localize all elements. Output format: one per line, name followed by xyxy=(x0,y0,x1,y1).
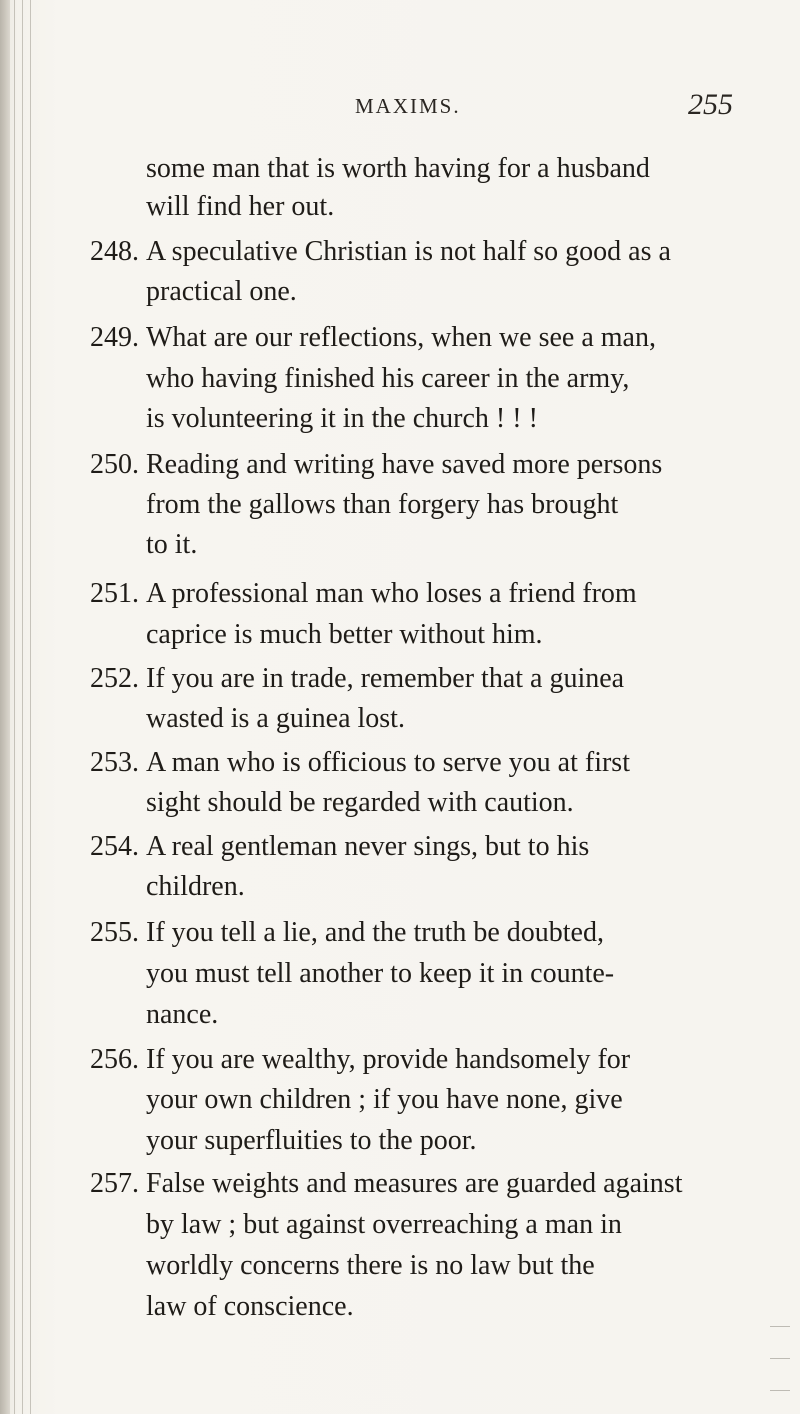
maxim-number: 253. xyxy=(90,747,139,778)
maxim-number: 249. xyxy=(90,322,139,353)
text-line: will find her out. xyxy=(146,191,335,222)
text-line: nance. xyxy=(146,999,219,1030)
text-line: sight should be regarded with caution. xyxy=(146,787,574,818)
margin-mark xyxy=(770,1326,790,1327)
maxim-entry-251 xyxy=(90,577,637,611)
maxim-entry-250 xyxy=(90,448,662,482)
text-line: A speculative Christian is not half so good as a xyxy=(146,236,671,267)
maxim-entry-257 xyxy=(90,1167,682,1201)
text-line: some man that is worth having for a husband xyxy=(146,153,650,184)
maxim-entry-249 xyxy=(90,321,656,355)
maxim-entry-255 xyxy=(90,916,604,950)
text-line: your superfluities to the poor. xyxy=(146,1125,477,1156)
maxim-number: 251. xyxy=(90,578,139,609)
maxim-entry-254 xyxy=(90,830,589,864)
text-line: worldly concerns there is no law but the xyxy=(146,1250,595,1281)
text-line: False weights and measures are guarded against xyxy=(146,1168,683,1199)
text-line: law of conscience. xyxy=(146,1291,354,1322)
maxim-number: 252. xyxy=(90,663,139,694)
text-line: children. xyxy=(146,871,245,902)
maxim-number: 250. xyxy=(90,449,139,480)
text-line: Reading and writing have saved more persons xyxy=(146,449,663,480)
margin-mark xyxy=(770,1390,790,1391)
maxim-number: 256. xyxy=(90,1044,139,1075)
running-title: MAXIMS. xyxy=(355,94,461,118)
margin-mark xyxy=(770,1358,790,1359)
text-line: If you tell a lie, and the truth be doubted, xyxy=(146,917,604,948)
text-line: A real gentleman never sings, but to his xyxy=(146,831,590,862)
text-line: by law ; but against overreaching a man in xyxy=(146,1209,622,1240)
text-line: caprice is much better without him. xyxy=(146,619,543,650)
text-line: who having finished his career in the army, xyxy=(146,363,630,394)
maxim-number: 248. xyxy=(90,236,139,267)
maxim-entry-252 xyxy=(90,662,624,696)
text-line: If you are in trade, remember that a guinea xyxy=(146,663,625,694)
maxim-number: 257. xyxy=(90,1168,139,1199)
maxim-entry-248 xyxy=(90,235,671,269)
text-line: you must tell another to keep it in counte- xyxy=(146,958,615,989)
text-line: If you are wealthy, provide handsomely for xyxy=(146,1044,631,1075)
maxim-entry-253 xyxy=(90,746,630,780)
text-line: is volunteering it in the church ! ! ! xyxy=(146,403,538,434)
page-number: 255 xyxy=(688,88,733,121)
text-line: to it. xyxy=(146,529,198,560)
text-line: from the gallows than forgery has brought xyxy=(146,489,619,520)
maxim-number: 254. xyxy=(90,831,139,862)
text-line: A professional man who loses a friend from xyxy=(146,578,637,609)
text-line: wasted is a guinea lost. xyxy=(146,703,405,734)
text-line: A man who is officious to serve you at first xyxy=(146,747,630,778)
maxim-number: 255. xyxy=(90,917,139,948)
text-line: your own children ; if you have none, give xyxy=(146,1084,623,1115)
text-line: What are our reflections, when we see a man, xyxy=(146,322,656,353)
text-line: practical one. xyxy=(146,276,297,307)
maxim-entry-256 xyxy=(90,1043,630,1077)
